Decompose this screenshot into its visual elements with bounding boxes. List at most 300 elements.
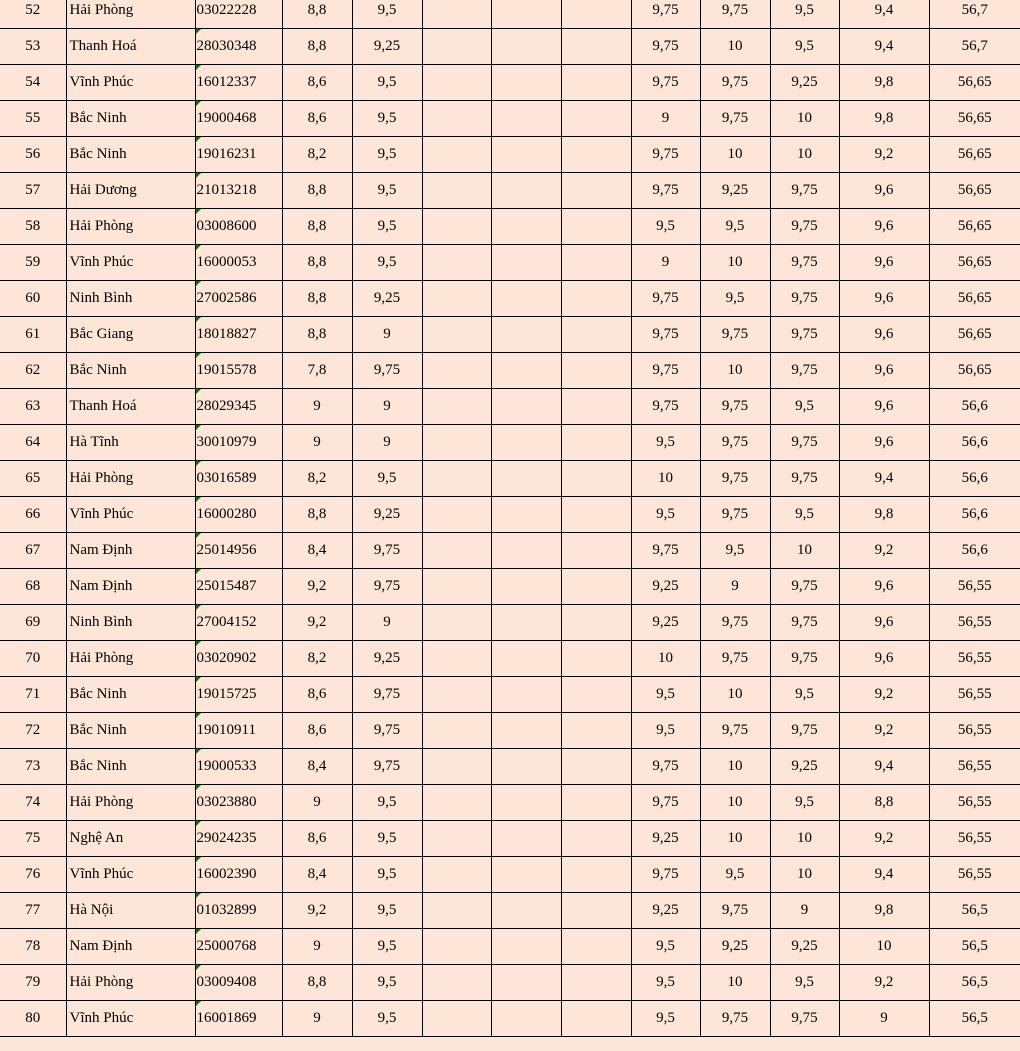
- province-cell[interactable]: Nghệ An: [66, 821, 195, 857]
- score-cell-9[interactable]: 9,8: [839, 497, 929, 533]
- score-cell-3[interactable]: [422, 173, 491, 209]
- score-cell-9[interactable]: 9: [839, 1001, 929, 1037]
- candidate-id-cell[interactable]: 16012337: [195, 65, 282, 101]
- score-cell-7[interactable]: 9,25: [700, 929, 770, 965]
- total-score-cell[interactable]: 56,7: [929, 0, 1020, 29]
- province-cell[interactable]: Hải Phòng: [66, 209, 195, 245]
- rank-cell[interactable]: 64: [0, 425, 66, 461]
- score-cell-2[interactable]: 9,5: [352, 65, 422, 101]
- score-cell-4[interactable]: [491, 389, 561, 425]
- score-cell-2[interactable]: 9,75: [352, 749, 422, 785]
- rank-cell[interactable]: 61: [0, 317, 66, 353]
- score-cell-1[interactable]: 8,8: [282, 317, 352, 353]
- score-cell-4[interactable]: [491, 965, 561, 1001]
- score-cell-6[interactable]: 9,5: [631, 425, 700, 461]
- total-score-cell[interactable]: 56,6: [929, 389, 1020, 425]
- rank-cell[interactable]: 56: [0, 137, 66, 173]
- score-cell-3[interactable]: [422, 29, 491, 65]
- rank-cell[interactable]: 72: [0, 713, 66, 749]
- score-cell-5[interactable]: [561, 29, 631, 65]
- score-cell-3[interactable]: [422, 317, 491, 353]
- score-cell-5[interactable]: [561, 641, 631, 677]
- total-score-cell[interactable]: 56,55: [929, 713, 1020, 749]
- rank-cell[interactable]: 76: [0, 857, 66, 893]
- score-cell-3[interactable]: [422, 209, 491, 245]
- province-cell[interactable]: Bắc Ninh: [66, 353, 195, 389]
- score-cell-5[interactable]: [561, 533, 631, 569]
- rank-cell[interactable]: 70: [0, 641, 66, 677]
- score-cell-2[interactable]: 9,5: [352, 965, 422, 1001]
- score-cell-7[interactable]: 10: [700, 785, 770, 821]
- score-cell-7[interactable]: 10: [700, 677, 770, 713]
- total-score-cell[interactable]: 56,65: [929, 101, 1020, 137]
- score-cell-8[interactable]: 9,75: [770, 173, 839, 209]
- rank-cell[interactable]: 58: [0, 209, 66, 245]
- score-cell-4[interactable]: [491, 497, 561, 533]
- score-cell-4[interactable]: [491, 65, 561, 101]
- score-cell-3[interactable]: [422, 641, 491, 677]
- province-cell[interactable]: Ninh Bình: [66, 605, 195, 641]
- rank-cell[interactable]: 73: [0, 749, 66, 785]
- total-score-cell[interactable]: 56,55: [929, 749, 1020, 785]
- score-cell-8[interactable]: 9,75: [770, 605, 839, 641]
- province-cell[interactable]: Hà Nội: [66, 893, 195, 929]
- score-cell-2[interactable]: 9,5: [352, 0, 422, 29]
- rank-cell[interactable]: 52: [0, 0, 66, 29]
- score-cell-1[interactable]: 9: [282, 785, 352, 821]
- province-cell[interactable]: Nam Định: [66, 533, 195, 569]
- candidate-id-cell[interactable]: 19000533: [195, 749, 282, 785]
- score-cell-1[interactable]: 8,6: [282, 65, 352, 101]
- score-cell-2[interactable]: 9: [352, 605, 422, 641]
- score-cell-5[interactable]: [561, 137, 631, 173]
- total-score-cell[interactable]: 56,6: [929, 425, 1020, 461]
- rank-cell[interactable]: 79: [0, 965, 66, 1001]
- candidate-id-cell[interactable]: 28029345: [195, 389, 282, 425]
- province-cell[interactable]: Bắc Ninh: [66, 677, 195, 713]
- score-cell-2[interactable]: 9,5: [352, 209, 422, 245]
- score-cell-2[interactable]: 9,5: [352, 461, 422, 497]
- score-cell-9[interactable]: 9,6: [839, 353, 929, 389]
- score-cell-5[interactable]: [561, 317, 631, 353]
- score-cell-9[interactable]: 9,2: [839, 533, 929, 569]
- score-cell-1[interactable]: 8,6: [282, 101, 352, 137]
- score-cell-4[interactable]: [491, 1001, 561, 1037]
- score-cell-8[interactable]: 9,75: [770, 713, 839, 749]
- candidate-id-cell[interactable]: 16001869: [195, 1001, 282, 1037]
- province-cell[interactable]: Hải Phòng: [66, 0, 195, 29]
- score-cell-4[interactable]: [491, 0, 561, 29]
- candidate-id-cell[interactable]: 03022228: [195, 0, 282, 29]
- score-cell-9[interactable]: 9,6: [839, 641, 929, 677]
- score-cell-4[interactable]: [491, 245, 561, 281]
- score-cell-5[interactable]: [561, 389, 631, 425]
- score-cell-7[interactable]: 9,5: [700, 533, 770, 569]
- total-score-cell[interactable]: 56,55: [929, 677, 1020, 713]
- score-cell-2[interactable]: 9: [352, 425, 422, 461]
- score-cell-5[interactable]: [561, 0, 631, 29]
- score-cell-3[interactable]: [422, 245, 491, 281]
- score-cell-6[interactable]: 9: [631, 245, 700, 281]
- province-cell[interactable]: Ninh Bình: [66, 281, 195, 317]
- candidate-id-cell[interactable]: 25000768: [195, 929, 282, 965]
- score-cell-2[interactable]: 9,5: [352, 893, 422, 929]
- score-cell-1[interactable]: 8,2: [282, 641, 352, 677]
- score-cell-1[interactable]: 8,8: [282, 245, 352, 281]
- rank-cell[interactable]: 60: [0, 281, 66, 317]
- score-cell-8[interactable]: 9,25: [770, 929, 839, 965]
- score-cell-9[interactable]: 9,2: [839, 821, 929, 857]
- score-cell-9[interactable]: 10: [839, 929, 929, 965]
- score-cell-9[interactable]: 9,4: [839, 0, 929, 29]
- score-cell-3[interactable]: [422, 965, 491, 1001]
- score-cell-6[interactable]: 9,5: [631, 1001, 700, 1037]
- score-cell-4[interactable]: [491, 929, 561, 965]
- total-score-cell[interactable]: 56,65: [929, 137, 1020, 173]
- score-cell-4[interactable]: [491, 749, 561, 785]
- score-cell-1[interactable]: 8,4: [282, 857, 352, 893]
- score-cell-5[interactable]: [561, 173, 631, 209]
- score-cell-1[interactable]: 8,6: [282, 713, 352, 749]
- province-cell[interactable]: Hải Phòng: [66, 965, 195, 1001]
- score-cell-5[interactable]: [561, 857, 631, 893]
- candidate-id-cell[interactable]: 16000053: [195, 245, 282, 281]
- score-cell-8[interactable]: 9,75: [770, 245, 839, 281]
- score-cell-4[interactable]: [491, 209, 561, 245]
- candidate-id-cell[interactable]: 21013218: [195, 173, 282, 209]
- score-cell-4[interactable]: [491, 605, 561, 641]
- score-cell-3[interactable]: [422, 101, 491, 137]
- score-cell-2[interactable]: 9,75: [352, 677, 422, 713]
- score-cell-7[interactable]: 9,75: [700, 1001, 770, 1037]
- score-cell-6[interactable]: 9,5: [631, 209, 700, 245]
- score-cell-1[interactable]: 8,2: [282, 137, 352, 173]
- score-cell-6[interactable]: 9,75: [631, 173, 700, 209]
- score-cell-8[interactable]: 9,75: [770, 425, 839, 461]
- score-cell-7[interactable]: 9,25: [700, 173, 770, 209]
- score-cell-5[interactable]: [561, 65, 631, 101]
- score-cell-9[interactable]: 9,2: [839, 965, 929, 1001]
- score-cell-8[interactable]: 10: [770, 101, 839, 137]
- score-cell-9[interactable]: 9,2: [839, 713, 929, 749]
- score-cell-2[interactable]: 9,75: [352, 569, 422, 605]
- score-cell-1[interactable]: 9: [282, 425, 352, 461]
- score-cell-2[interactable]: 9,5: [352, 929, 422, 965]
- score-cell-5[interactable]: [561, 101, 631, 137]
- score-cell-3[interactable]: [422, 0, 491, 29]
- score-cell-3[interactable]: [422, 65, 491, 101]
- score-cell-7[interactable]: 9,75: [700, 425, 770, 461]
- candidate-id-cell[interactable]: 03016589: [195, 461, 282, 497]
- score-cell-8[interactable]: 9,5: [770, 677, 839, 713]
- score-cell-2[interactable]: 9,5: [352, 137, 422, 173]
- score-cell-4[interactable]: [491, 461, 561, 497]
- score-cell-7[interactable]: 10: [700, 353, 770, 389]
- score-cell-2[interactable]: 9,75: [352, 713, 422, 749]
- score-cell-1[interactable]: 8,4: [282, 533, 352, 569]
- score-cell-1[interactable]: 8,6: [282, 821, 352, 857]
- score-cell-7[interactable]: 9,75: [700, 101, 770, 137]
- score-cell-3[interactable]: [422, 605, 491, 641]
- score-cell-6[interactable]: 9,75: [631, 317, 700, 353]
- score-cell-7[interactable]: 9,75: [700, 497, 770, 533]
- candidate-id-cell[interactable]: 16000280: [195, 497, 282, 533]
- province-cell[interactable]: Vĩnh Phúc: [66, 65, 195, 101]
- score-cell-8[interactable]: 9,75: [770, 353, 839, 389]
- score-cell-3[interactable]: [422, 353, 491, 389]
- score-cell-6[interactable]: 9,5: [631, 713, 700, 749]
- total-score-cell[interactable]: 56,65: [929, 317, 1020, 353]
- score-cell-7[interactable]: 9,5: [700, 209, 770, 245]
- candidate-id-cell[interactable]: 27002586: [195, 281, 282, 317]
- score-cell-7[interactable]: 10: [700, 749, 770, 785]
- total-score-cell[interactable]: 56,55: [929, 605, 1020, 641]
- score-cell-2[interactable]: 9,5: [352, 173, 422, 209]
- score-cell-9[interactable]: 9,4: [839, 461, 929, 497]
- rank-cell[interactable]: 55: [0, 101, 66, 137]
- score-cell-7[interactable]: 9,75: [700, 713, 770, 749]
- score-cell-9[interactable]: 9,2: [839, 677, 929, 713]
- score-cell-6[interactable]: 9,75: [631, 65, 700, 101]
- score-cell-1[interactable]: 8,8: [282, 29, 352, 65]
- score-cell-5[interactable]: [561, 821, 631, 857]
- score-cell-7[interactable]: 9,5: [700, 281, 770, 317]
- score-cell-2[interactable]: 9,25: [352, 497, 422, 533]
- score-cell-9[interactable]: 9,6: [839, 605, 929, 641]
- candidate-id-cell[interactable]: 03020902: [195, 641, 282, 677]
- score-cell-4[interactable]: [491, 893, 561, 929]
- province-cell[interactable]: Thanh Hoá: [66, 389, 195, 425]
- province-cell[interactable]: Bắc Giang: [66, 317, 195, 353]
- score-cell-3[interactable]: [422, 461, 491, 497]
- rank-cell[interactable]: 78: [0, 929, 66, 965]
- province-cell[interactable]: Bắc Ninh: [66, 101, 195, 137]
- score-cell-8[interactable]: 9,75: [770, 461, 839, 497]
- score-cell-8[interactable]: 9,5: [770, 0, 839, 29]
- score-cell-2[interactable]: 9,25: [352, 641, 422, 677]
- score-cell-2[interactable]: 9: [352, 317, 422, 353]
- score-cell-8[interactable]: 10: [770, 857, 839, 893]
- score-cell-8[interactable]: 9,5: [770, 389, 839, 425]
- score-cell-4[interactable]: [491, 317, 561, 353]
- score-cell-9[interactable]: 9,6: [839, 245, 929, 281]
- score-cell-5[interactable]: [561, 677, 631, 713]
- score-cell-3[interactable]: [422, 281, 491, 317]
- score-cell-4[interactable]: [491, 785, 561, 821]
- score-cell-6[interactable]: 9,5: [631, 965, 700, 1001]
- score-cell-3[interactable]: [422, 929, 491, 965]
- score-cell-4[interactable]: [491, 281, 561, 317]
- rank-cell[interactable]: 63: [0, 389, 66, 425]
- score-cell-1[interactable]: 8,4: [282, 749, 352, 785]
- score-cell-1[interactable]: 8,8: [282, 497, 352, 533]
- score-cell-7[interactable]: 9: [700, 569, 770, 605]
- province-cell[interactable]: Vĩnh Phúc: [66, 245, 195, 281]
- total-score-cell[interactable]: 56,65: [929, 209, 1020, 245]
- score-cell-3[interactable]: [422, 785, 491, 821]
- rank-cell[interactable]: 69: [0, 605, 66, 641]
- score-cell-2[interactable]: 9: [352, 389, 422, 425]
- score-cell-7[interactable]: 9,75: [700, 893, 770, 929]
- score-cell-1[interactable]: 8,2: [282, 461, 352, 497]
- score-cell-8[interactable]: 9,5: [770, 785, 839, 821]
- score-cell-3[interactable]: [422, 569, 491, 605]
- score-cell-6[interactable]: 9,75: [631, 29, 700, 65]
- province-cell[interactable]: Bắc Ninh: [66, 749, 195, 785]
- total-score-cell[interactable]: 56,5: [929, 1001, 1020, 1037]
- score-cell-9[interactable]: 9,6: [839, 389, 929, 425]
- score-cell-4[interactable]: [491, 425, 561, 461]
- province-cell[interactable]: Hải Dương: [66, 173, 195, 209]
- rank-cell[interactable]: 59: [0, 245, 66, 281]
- score-cell-6[interactable]: 9,75: [631, 749, 700, 785]
- candidate-id-cell[interactable]: 19010911: [195, 713, 282, 749]
- score-cell-4[interactable]: [491, 29, 561, 65]
- score-cell-5[interactable]: [561, 965, 631, 1001]
- score-cell-2[interactable]: 9,25: [352, 29, 422, 65]
- score-cell-5[interactable]: [561, 929, 631, 965]
- score-cell-9[interactable]: 9,6: [839, 317, 929, 353]
- score-cell-5[interactable]: [561, 209, 631, 245]
- candidate-id-cell[interactable]: 19015578: [195, 353, 282, 389]
- total-score-cell[interactable]: 56,65: [929, 245, 1020, 281]
- candidate-id-cell[interactable]: 28030348: [195, 29, 282, 65]
- score-cell-3[interactable]: [422, 389, 491, 425]
- total-score-cell[interactable]: 56,5: [929, 929, 1020, 965]
- candidate-id-cell[interactable]: 03023880: [195, 785, 282, 821]
- score-cell-3[interactable]: [422, 497, 491, 533]
- score-cell-5[interactable]: [561, 893, 631, 929]
- score-cell-3[interactable]: [422, 533, 491, 569]
- score-cell-3[interactable]: [422, 821, 491, 857]
- score-cell-3[interactable]: [422, 137, 491, 173]
- candidate-id-cell[interactable]: 19000468: [195, 101, 282, 137]
- score-cell-2[interactable]: 9,25: [352, 281, 422, 317]
- score-cell-8[interactable]: 9,25: [770, 65, 839, 101]
- province-cell[interactable]: Hà Tĩnh: [66, 425, 195, 461]
- total-score-cell[interactable]: 56,65: [929, 281, 1020, 317]
- province-cell[interactable]: Nam Định: [66, 929, 195, 965]
- score-cell-6[interactable]: 9,5: [631, 497, 700, 533]
- score-cell-9[interactable]: 9,8: [839, 893, 929, 929]
- score-cell-4[interactable]: [491, 173, 561, 209]
- rank-cell[interactable]: 67: [0, 533, 66, 569]
- score-cell-6[interactable]: 9,75: [631, 281, 700, 317]
- province-cell[interactable]: Bắc Ninh: [66, 137, 195, 173]
- score-cell-3[interactable]: [422, 1001, 491, 1037]
- score-cell-9[interactable]: 9,6: [839, 209, 929, 245]
- score-cell-3[interactable]: [422, 893, 491, 929]
- score-cell-6[interactable]: 9,75: [631, 785, 700, 821]
- total-score-cell[interactable]: 56,55: [929, 785, 1020, 821]
- score-cell-5[interactable]: [561, 605, 631, 641]
- total-score-cell[interactable]: 56,55: [929, 821, 1020, 857]
- score-cell-6[interactable]: 9,25: [631, 569, 700, 605]
- score-cell-6[interactable]: 9,75: [631, 389, 700, 425]
- candidate-id-cell[interactable]: 16002390: [195, 857, 282, 893]
- score-cell-1[interactable]: 8,8: [282, 173, 352, 209]
- score-cell-5[interactable]: [561, 353, 631, 389]
- rank-cell[interactable]: 75: [0, 821, 66, 857]
- score-cell-4[interactable]: [491, 677, 561, 713]
- total-score-cell[interactable]: 56,5: [929, 893, 1020, 929]
- score-cell-1[interactable]: 9,2: [282, 893, 352, 929]
- province-cell[interactable]: Vĩnh Phúc: [66, 857, 195, 893]
- total-score-cell[interactable]: 56,65: [929, 353, 1020, 389]
- score-cell-4[interactable]: [491, 533, 561, 569]
- score-cell-7[interactable]: 9,75: [700, 317, 770, 353]
- province-cell[interactable]: Vĩnh Phúc: [66, 497, 195, 533]
- candidate-id-cell[interactable]: 01032899: [195, 893, 282, 929]
- score-cell-5[interactable]: [561, 749, 631, 785]
- candidate-id-cell[interactable]: 25014956: [195, 533, 282, 569]
- score-cell-3[interactable]: [422, 425, 491, 461]
- score-cell-8[interactable]: 10: [770, 533, 839, 569]
- score-cell-5[interactable]: [561, 281, 631, 317]
- score-cell-7[interactable]: 10: [700, 965, 770, 1001]
- score-cell-1[interactable]: 8,8: [282, 965, 352, 1001]
- score-cell-2[interactable]: 9,5: [352, 785, 422, 821]
- rank-cell[interactable]: 54: [0, 65, 66, 101]
- score-cell-6[interactable]: 9,25: [631, 893, 700, 929]
- score-cell-5[interactable]: [561, 461, 631, 497]
- score-cell-6[interactable]: 9,5: [631, 677, 700, 713]
- total-score-cell[interactable]: 56,6: [929, 461, 1020, 497]
- score-cell-1[interactable]: 9: [282, 389, 352, 425]
- score-cell-2[interactable]: 9,75: [352, 533, 422, 569]
- candidate-id-cell[interactable]: 30010979: [195, 425, 282, 461]
- score-cell-7[interactable]: 10: [700, 29, 770, 65]
- rank-cell[interactable]: 74: [0, 785, 66, 821]
- province-cell[interactable]: Thanh Hoá: [66, 29, 195, 65]
- score-cell-9[interactable]: 9,6: [839, 173, 929, 209]
- candidate-id-cell[interactable]: 27004152: [195, 605, 282, 641]
- total-score-cell[interactable]: 56,6: [929, 533, 1020, 569]
- candidate-id-cell[interactable]: 25015487: [195, 569, 282, 605]
- score-cell-5[interactable]: [561, 245, 631, 281]
- score-cell-5[interactable]: [561, 497, 631, 533]
- total-score-cell[interactable]: 56,7: [929, 29, 1020, 65]
- score-cell-7[interactable]: 10: [700, 137, 770, 173]
- score-cell-9[interactable]: 8,8: [839, 785, 929, 821]
- score-cell-6[interactable]: 9,75: [631, 533, 700, 569]
- total-score-cell[interactable]: 56,65: [929, 173, 1020, 209]
- score-cell-7[interactable]: 10: [700, 245, 770, 281]
- province-cell[interactable]: Nam Định: [66, 569, 195, 605]
- score-cell-2[interactable]: 9,5: [352, 857, 422, 893]
- score-cell-8[interactable]: 10: [770, 137, 839, 173]
- score-cell-8[interactable]: 9,75: [770, 569, 839, 605]
- candidate-id-cell[interactable]: 19015725: [195, 677, 282, 713]
- score-cell-1[interactable]: 8,8: [282, 209, 352, 245]
- score-cell-6[interactable]: 9,75: [631, 353, 700, 389]
- score-cell-1[interactable]: 8,8: [282, 0, 352, 29]
- score-cell-4[interactable]: [491, 569, 561, 605]
- score-cell-8[interactable]: 10: [770, 821, 839, 857]
- candidate-id-cell[interactable]: 29024235: [195, 821, 282, 857]
- score-cell-9[interactable]: 9,8: [839, 65, 929, 101]
- score-cell-9[interactable]: 9,4: [839, 857, 929, 893]
- score-cell-1[interactable]: 9: [282, 1001, 352, 1037]
- score-cell-2[interactable]: 9,5: [352, 821, 422, 857]
- candidate-id-cell[interactable]: 18018827: [195, 317, 282, 353]
- province-cell[interactable]: Bắc Ninh: [66, 713, 195, 749]
- score-cell-2[interactable]: 9,5: [352, 101, 422, 137]
- score-cell-5[interactable]: [561, 425, 631, 461]
- province-cell[interactable]: Hải Phòng: [66, 461, 195, 497]
- score-cell-7[interactable]: 10: [700, 821, 770, 857]
- score-cell-8[interactable]: 9: [770, 893, 839, 929]
